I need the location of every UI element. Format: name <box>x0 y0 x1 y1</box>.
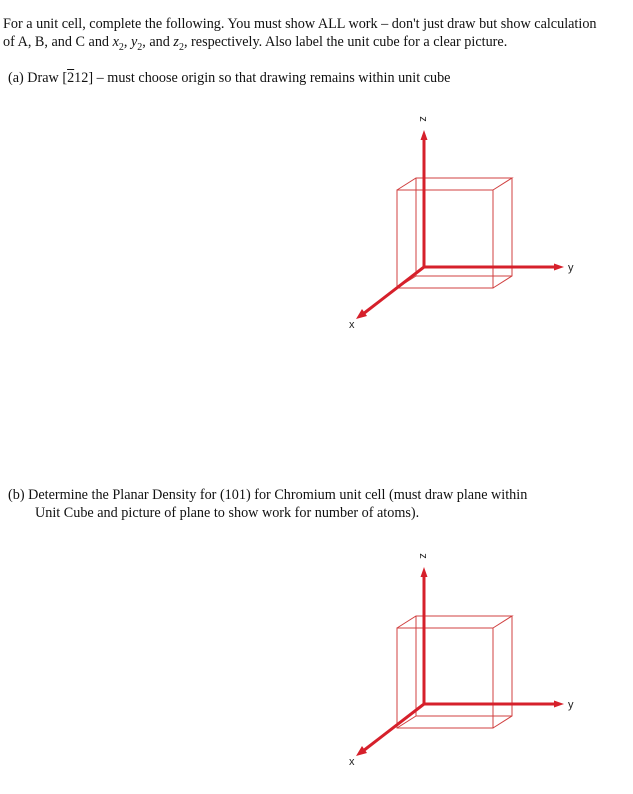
z-axis-label: z <box>417 553 429 559</box>
intro-text: For a unit cell, complete the following. You must show ALL work – don't just draw but show calculation of A, B, and C and $x_2$, $y_2$, and $z_2$, respectively. Also label the unit cube for a clear picture. <box>3 16 597 53</box>
z-arrow-icon <box>421 130 428 140</box>
x-axis-label: x <box>349 756 355 768</box>
y-axis-label: y <box>568 262 574 274</box>
cube-right-face <box>493 616 512 728</box>
cube-top-face <box>397 178 512 190</box>
cube-top-face <box>397 616 512 628</box>
unit-cube-a <box>397 178 512 288</box>
y-arrow-icon <box>554 264 564 271</box>
axis-lines-b <box>363 575 554 751</box>
overbar-digit: 2 <box>67 70 75 86</box>
part-a-question: (a) Draw [212] – must choose origin so that drawing remains within unit cube <box>8 70 451 86</box>
unit-cube-diagram-b <box>340 548 580 778</box>
z-axis-label: z <box>417 116 429 122</box>
x-axis-line <box>363 267 424 314</box>
cube-back-bottom-edge <box>397 716 512 728</box>
unit-cube-diagram-a <box>340 112 580 342</box>
z-arrow-icon <box>421 567 428 577</box>
y-arrow-icon <box>554 701 564 708</box>
x-axis-label: x <box>349 319 355 331</box>
cube-back-bottom-edge <box>397 276 512 288</box>
part-b-question: (b) Determine the Planar Density for (101) for Chromium unit cell (must draw plane within Unit Cube and picture of plane to show work for number of atoms). <box>8 487 528 521</box>
y-axis-label: y <box>568 699 574 711</box>
cube-right-face <box>493 178 512 288</box>
cube-front-face <box>397 190 493 288</box>
axis-arrows-a <box>356 130 564 319</box>
